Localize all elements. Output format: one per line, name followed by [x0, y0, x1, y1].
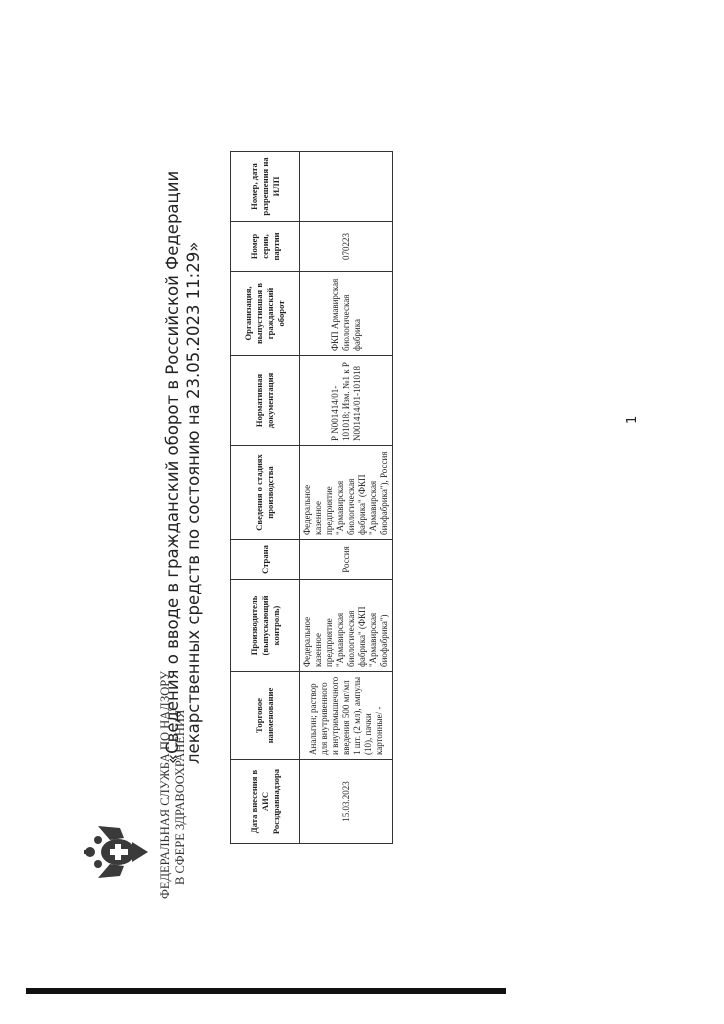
title-line-1: «Сведения о вводе в гражданский оборот в Российской Федерации — [163, 170, 182, 764]
scan-edge-line — [26, 988, 506, 994]
emblem-icon — [80, 820, 150, 884]
header-trade-name: Торговое наименование — [231, 672, 300, 760]
cell-normative-docs: Р N001414/01-101018; Изм. №1 к Р N001414/01-101018 — [300, 356, 393, 446]
header-date: Дата внесения в АИС Росздравнадзора — [231, 760, 300, 844]
table-header-row — [231, 152, 300, 844]
cell-date: 15.03.2023 — [300, 760, 393, 844]
registry-table — [230, 151, 393, 844]
cell-production-stages: Федеральное казенное предприятие "Армавирская биологическая фабрика" (ФКП "Армавирская биофабрика"), Россия — [300, 446, 393, 540]
cell-trade-name: Анальгин; раствор для внутривенного и внутримышечного введения 500 мг/мл 1 шт. (2 мл), ампулы (10), пачки картонные/ - — [300, 672, 393, 760]
header-normative-docs: Нормативная документация — [231, 356, 300, 446]
cell-permit — [300, 152, 393, 222]
document-title — [162, 124, 204, 764]
agency-line-1: ФЕДЕРАЛЬНАЯ СЛУЖБА ПО НАДЗОРУ — [158, 671, 172, 899]
agency-name — [158, 671, 188, 899]
cell-country: Россия — [300, 540, 393, 580]
cell-manufacturer: Федеральное казенное предприятие "Армавирская биологическая фабрика" (ФКП "Армавирская биофабрика") — [300, 580, 393, 672]
header-releasing-org: Организация, выпустившая в гражданский оборот — [231, 272, 300, 356]
header-production-stages: Сведения о стадиях производства — [231, 446, 300, 540]
header-permit: Номер, дата разрешения на ИЛП — [231, 152, 300, 222]
header-manufacturer: Производитель (выпускающий контроль) — [231, 580, 300, 672]
title-line-2: лекарственных средств по состоянию на 23.05.2023 11:29» — [184, 241, 203, 764]
table-row — [300, 152, 393, 844]
page-number: 1 — [625, 415, 640, 424]
cell-releasing-org: ФКП Армавирская биологическая фабрика — [300, 272, 393, 356]
header-batch-number: Номер серии, партии — [231, 222, 300, 272]
header-country: Страна — [231, 540, 300, 580]
agency-line-2: В СФЕРЕ ЗДРАВООХРАНЕНИЯ — [173, 709, 187, 885]
cell-batch-number: 070223 — [300, 222, 393, 272]
